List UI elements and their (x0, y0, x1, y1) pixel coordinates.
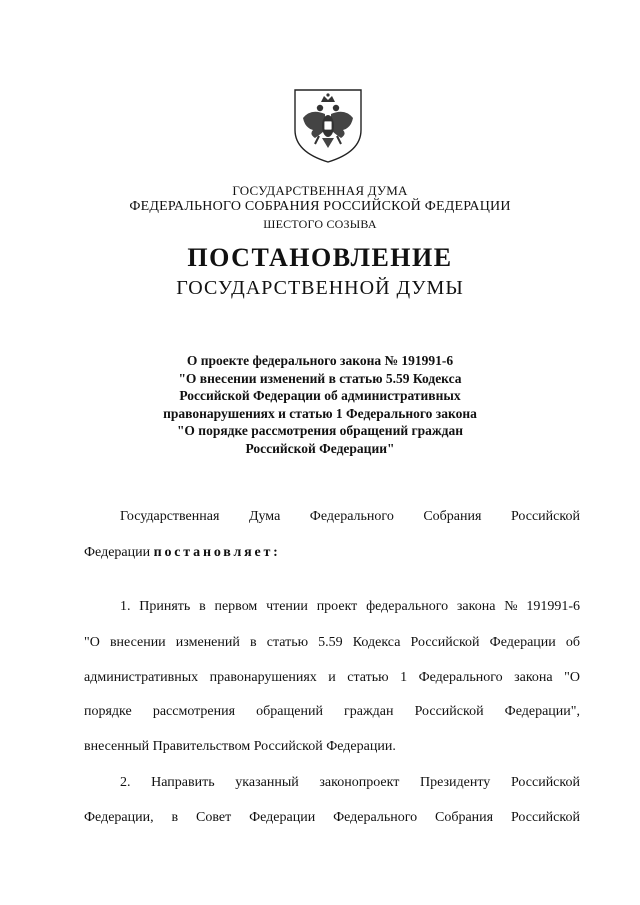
body-word: № (504, 599, 518, 614)
body-word: 1 (400, 670, 408, 685)
body-word: Федерации, (84, 810, 154, 825)
body-word: закона (456, 599, 496, 614)
body-word: в (199, 599, 206, 614)
body-word: рассмотрения (152, 704, 236, 719)
preamble-line-2 (84, 545, 580, 561)
body-word: Федерации (249, 810, 316, 825)
preamble-line-1 (120, 509, 580, 525)
body-word: Федерации", (504, 704, 580, 719)
body-word: Совет (196, 810, 232, 825)
body-word: Принять (139, 599, 191, 614)
preamble-word: Дума (248, 509, 281, 524)
body-word: проект (316, 599, 358, 614)
body-word: внесении (109, 635, 166, 650)
body-word: Российской (410, 635, 480, 650)
body-word: 5.59 (318, 635, 343, 650)
body-word: Собрания (434, 810, 494, 825)
body-word: чтении (266, 599, 308, 614)
body-word: в (171, 810, 179, 825)
body-word: 2. (120, 775, 131, 790)
preamble-resolves: постановляет: (153, 545, 281, 560)
subject-line: Российской Федерации об административных (179, 388, 461, 403)
item1-line-3 (84, 670, 580, 686)
preamble-word: Российской (510, 509, 580, 524)
body-word: "О (564, 670, 580, 685)
subject-line: "О порядке рассмотрения обращений граждан (176, 423, 464, 438)
body-word: Президенту (420, 775, 491, 790)
body-word: граждан (344, 704, 394, 719)
subject-line: Российской Федерации" (245, 440, 395, 456)
body-word: законопроект (319, 775, 400, 790)
document-subject (0, 352, 640, 457)
preamble-word: Федерального (309, 509, 394, 524)
header-line-1: ГОСУДАРСТВЕННАЯ ДУМА (232, 183, 408, 198)
item1-line-2 (84, 635, 580, 651)
body-word: правонарушениях (209, 670, 317, 685)
body-word: Федерации (489, 635, 556, 650)
preamble-word: Государственная (120, 509, 220, 524)
body-word: порядке (84, 704, 132, 719)
body-word: Российской (414, 704, 484, 719)
header-line-3: ШЕСТОГО СОЗЫВА (263, 217, 377, 231)
body-word: указанный (235, 775, 299, 790)
body-word: Российской (510, 775, 580, 790)
document-issuer-title: ГОСУДАРСТВЕННОЙ ДУМЫ (176, 277, 464, 299)
body-word: "О (84, 635, 100, 650)
body-word: закона (514, 670, 553, 685)
body-word: Федерального (333, 810, 418, 825)
body-word: 191991-6 (526, 599, 580, 614)
item1-line-4 (84, 704, 580, 720)
preamble-word: Собрания (423, 509, 482, 524)
body-word: Федерального (418, 670, 503, 685)
document-type-title: ПОСТАНОВЛЕНИЕ (187, 243, 453, 272)
body-word: статью (266, 635, 309, 650)
body-word: Российской (510, 810, 580, 825)
body-word: статью (347, 670, 389, 685)
item2-line-1 (120, 775, 580, 791)
coat-of-arms-emblem-icon (289, 86, 367, 164)
subject-line: правонарушениях и статью 1 Федерального закона (163, 405, 477, 421)
item1-line-1 (120, 599, 580, 615)
subject-line: "О внесении изменений в статью 5.59 Кодекса (178, 370, 462, 386)
body-word: административных (84, 670, 199, 685)
item1-line-5: внесенный Правительством Российской Федерации. (84, 739, 396, 754)
subject-line: О проекте федерального закона № 191991-6 (186, 353, 454, 368)
body-word: в (250, 635, 257, 650)
body-word: об (565, 635, 580, 650)
body-word: первом (214, 599, 258, 614)
body-word: 1. (120, 599, 131, 614)
body-word: Направить (151, 775, 215, 790)
body-word: Кодекса (352, 635, 401, 650)
item2-line-2 (84, 810, 580, 826)
body-word: обращений (256, 704, 323, 719)
body-word: федерального (366, 599, 449, 614)
preamble-prefix: Федерации (84, 545, 151, 560)
header-line-2: ФЕДЕРАЛЬНОГО СОБРАНИЯ РОССИЙСКОЙ ФЕДЕРАЦИИ (129, 199, 511, 214)
body-word: изменений (175, 635, 240, 650)
body-word: и (328, 670, 336, 685)
